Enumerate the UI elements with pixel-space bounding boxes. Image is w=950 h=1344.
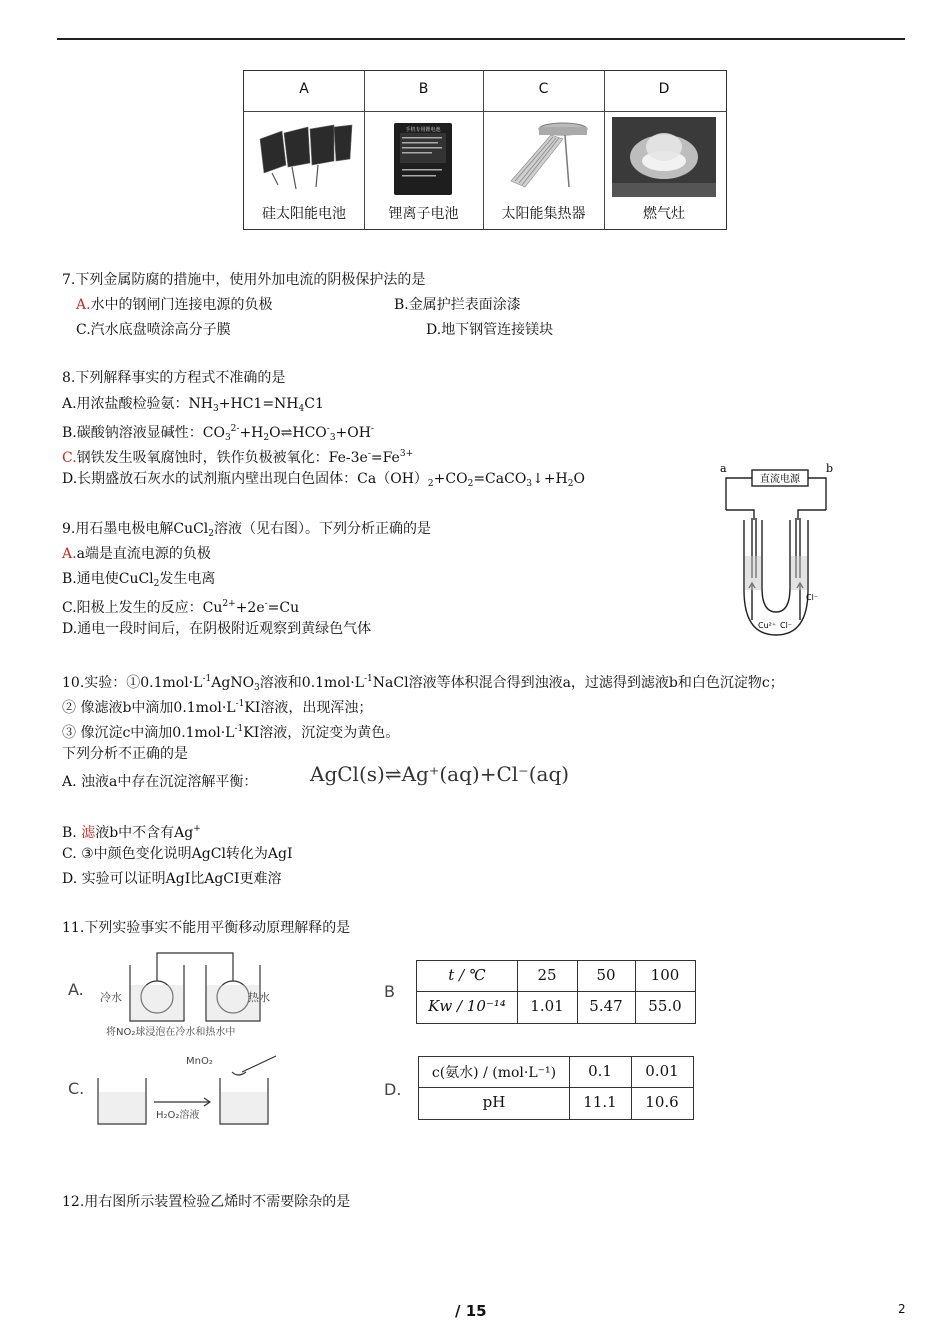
label-solar-cell: 硅太阳能电池: [262, 206, 346, 222]
q10-b-key: B.: [62, 825, 82, 841]
q10-l2-1: ② 像滤液b中滴加0.1mol·L: [62, 700, 236, 716]
header-d: D: [658, 81, 670, 97]
q10-l3-2: KI溶液，沉淀变为黄色。: [243, 725, 400, 741]
q8-a-2: +HC1=NH: [218, 396, 299, 412]
q10-equilibrium-equation: AgCl(s)⇌Ag⁺(aq)+Cl⁻(aq): [310, 762, 570, 786]
cell-d: [604, 71, 724, 229]
q8-a-3: C1: [304, 396, 324, 412]
top-rule: [57, 38, 905, 40]
q9-option-b: B.通电使CuCl$_2$发生电离: [62, 571, 216, 589]
q10-option-b: B. 滤液b中不含有Ag+: [62, 824, 201, 841]
cell-a: [244, 71, 365, 229]
mno2-label: MnO₂: [186, 1056, 213, 1067]
q8-d-5: O: [573, 471, 585, 487]
q8-b-5: +OH: [335, 425, 371, 441]
q7-option-c: [76, 321, 231, 339]
q8-option-b: B.碳酸钠溶液显碱性：$CO_3^{2-}+H_2O\rightleftharpoons HCO^-_3+OH^-$: [62, 424, 375, 443]
q11-stem: 11.下列实验事实不能用平衡移动原理解释的是: [62, 920, 351, 936]
q11-a-label: A.: [68, 980, 84, 999]
ammonia-ph-header: pH: [482, 1093, 506, 1111]
q11-a-figure: [60, 945, 290, 1040]
q8-b-2: +H: [239, 425, 264, 441]
terminal-a-label: a: [720, 462, 727, 475]
q11-d-label: D.: [384, 1080, 402, 1099]
page-number: 2: [898, 1302, 906, 1316]
q11-b-label: B: [384, 982, 395, 1001]
page-total: / 15: [455, 1302, 487, 1320]
q9-option-c: C.阳极上发生的反应：$Cu^{2+}+2e^-=Cu$: [62, 599, 300, 616]
energy-device-table: [243, 70, 727, 230]
no2-caption: 将NO₂球浸泡在冷水和热水中: [106, 1027, 236, 1038]
q10-option-d: D. 实验可以证明AgI比AgCI更难溶: [62, 871, 282, 887]
hot-water-label: 热水: [248, 991, 270, 1004]
q10-l1-3: 溶液和0.1mol·L: [259, 675, 364, 691]
q7-a-key: A.: [76, 297, 91, 313]
electrolysis-figure: [716, 460, 836, 640]
header-c: C: [538, 81, 549, 97]
q7-option-b: [394, 296, 521, 314]
header-a: A: [299, 81, 309, 97]
kw-value-50: 5.47: [589, 997, 623, 1015]
q8-d-4: ↓+H: [532, 471, 568, 487]
q9-stem-1: 9.用石墨电极电解CuCl: [62, 521, 209, 537]
q10-line3: ③ 像沉淀c中滴加$0.1mol\cdot L^{-1}KI$溶液，沉淀变为黄色。: [62, 724, 400, 741]
q7-option-a: [76, 296, 273, 314]
cl-ion-label: Cl⁻: [780, 621, 793, 630]
q9-option-d: D.通电一段时间后，在阴极附近观察到黄绿色气体: [62, 621, 372, 637]
ammonia-table: [418, 1056, 694, 1120]
ammonia-conc-001: 0.01: [645, 1062, 679, 1080]
svg-text:手机专用锂电池: 手机专用锂电池: [405, 127, 441, 133]
q7-b-key: B.: [394, 297, 409, 313]
q7-d-key: D.: [426, 322, 442, 338]
q10-l2-2: KI溶液，出现浑浊；: [244, 700, 373, 716]
q12-stem: 12.用右图所示装置检验乙烯时不需要除杂的是: [62, 1194, 351, 1210]
label-lithium-battery: 锂离子电池: [388, 206, 459, 222]
q9-b-2: 发生电离: [159, 571, 216, 587]
q10-option-c: C. ③中颜色变化说明AgCl转化为AgI: [62, 846, 293, 862]
q8-c-2: =Fe: [370, 450, 400, 466]
q7-stem: 7.下列金属防腐的措施中，使用外加电流的阴极保护法的是: [62, 272, 426, 288]
q8-c-1: 钢铁发生吸氧腐蚀时，铁作负极被氧化：Fe-3e: [76, 450, 368, 466]
q11-c-label: C.: [68, 1079, 85, 1098]
ammonia-conc-header: c(氨水) / (mol·L⁻¹): [431, 1065, 557, 1081]
q8-stem: 8.下列解释事实的方程式不准确的是: [62, 370, 286, 386]
q8-option-a: A.用浓盐酸检验氨：$NH_3+HC1=NH_4C1$: [62, 396, 324, 414]
q8-a-1: A.用浓盐酸检验氨：NH: [62, 396, 214, 412]
gas-stove-image: [612, 117, 716, 197]
label-gas-stove: 燃气灶: [643, 206, 685, 222]
q10-line1: 10.实验：$①0.1mol\cdot L^{-1}AgNO_3$溶液和$0.1mol\cdot L^{-1}NaCl$溶液等体积混合得到浊液a，过滤得到滤液b和白色沉淀物c；: [62, 674, 784, 693]
ammonia-ph-01: 11.1: [583, 1093, 617, 1111]
q9-a-key: A.: [62, 546, 77, 562]
cl-side-label: Cl⁻: [806, 593, 819, 602]
label-solar-heater: 太阳能集热器: [501, 206, 586, 222]
solar-panel-image: [252, 117, 356, 197]
q7-option-d: [426, 321, 553, 339]
q7-b-text: 金属护拦表面涂漆: [408, 297, 521, 313]
q8-b-3: O: [269, 425, 281, 441]
kw-table: [416, 960, 696, 1024]
q9-option-a: [62, 545, 211, 563]
q8-d-2: +CO: [433, 471, 468, 487]
power-supply-label: 直流电源: [760, 474, 800, 485]
q9-stem-2: 溶液（见右图）。下列分析正确的是: [214, 521, 432, 537]
q10-l3-1: ③ 像沉淀c中滴加0.1mol·L: [62, 725, 235, 741]
q7-a-text: 水中的钢闸门连接电源的负极: [90, 297, 273, 313]
q7-d-text: 地下钢管连接镁块: [441, 322, 554, 338]
equilibrium-arrow-icon: ⇌: [280, 425, 293, 441]
q7-c-text: 汽水底盘喷涂高分子膜: [90, 322, 231, 338]
q8-b-1: B.碳酸钠溶液显碱性：CO: [62, 425, 225, 441]
q10-line4: 下列分析不正确的是: [62, 746, 188, 762]
cell-b: [364, 71, 484, 229]
ammonia-ph-001: 10.6: [645, 1093, 679, 1111]
q9-c-3: =Cu: [267, 600, 300, 616]
kw-temp-100: 100: [650, 966, 680, 984]
kw-temp-50: 50: [596, 966, 616, 984]
header-b: B: [418, 81, 429, 97]
q10-b-red: 滤: [81, 825, 96, 841]
q10-b-text: 液b中不含有Ag: [95, 825, 194, 841]
h2o2-label: H₂O₂溶液: [156, 1110, 200, 1121]
q8-option-c: C.钢铁发生吸氧腐蚀时，铁作负极被氧化：$Fe-3e^-=Fe^{3+}$: [62, 449, 414, 466]
q9-c-1: C.阳极上发生的反应：Cu: [62, 600, 223, 616]
q10-l1-4: NaCl溶液等体积混合得到浊液a，过滤得到滤液b和白色沉淀物c；: [372, 675, 784, 691]
ammonia-conc-01: 0.1: [588, 1062, 612, 1080]
q9-c-2: +2e: [235, 600, 265, 616]
kw-value-header: Kw / 10⁻¹⁴: [428, 997, 506, 1015]
q10-l1-2: AgNO: [211, 675, 255, 691]
kw-temp-25: 25: [537, 966, 557, 984]
q10-line2: ② 像滤液b中滴加$0.1mol\cdot L^{-1}KI$溶液，出现浑浊；: [62, 699, 373, 716]
q9-b-1: B.通电使CuCl: [62, 571, 154, 587]
q10-option-a: A. 浊液a中存在沉淀溶解平衡：: [62, 774, 258, 790]
q8-c-key: C.: [62, 450, 77, 466]
ammonia-table-hline: [419, 1087, 693, 1088]
cold-water-label: 冷水: [100, 991, 122, 1004]
lithium-battery-image: [372, 117, 475, 197]
q8-d-3: =CaCO: [473, 471, 527, 487]
kw-value-100: 55.0: [648, 997, 682, 1015]
q8-d-1: D.长期盛放石灰水的试剂瓶内壁出现白色固体：Ca（OH）: [62, 471, 428, 487]
q8-option-d: D.长期盛放石灰水的试剂瓶内壁出现白色固体：$Ca(OH)_2+CO_2=CaCO_3↓+H_2O$: [62, 471, 585, 489]
terminal-b-label: b: [826, 462, 834, 475]
cu-ion-label: Cu²⁺: [758, 621, 777, 630]
kw-temp-header: t / ℃: [448, 966, 486, 984]
q11-c-figure: [60, 1052, 290, 1132]
q9-a-text: a端是直流电源的负极: [76, 546, 211, 562]
kw-table-hline: [417, 991, 695, 992]
q8-b-4: HCO: [292, 425, 327, 441]
q10-l1-1: 10.实验：①0.1mol·L: [62, 675, 203, 691]
q7-c-key: C.: [76, 322, 91, 338]
solar-heater-image: [491, 117, 596, 197]
q9-stem: 9.用石墨电极电解CuCl$_2$溶液（见右图）。下列分析正确的是: [62, 521, 432, 539]
kw-value-25: 1.01: [530, 997, 564, 1015]
cell-c: [483, 71, 605, 229]
